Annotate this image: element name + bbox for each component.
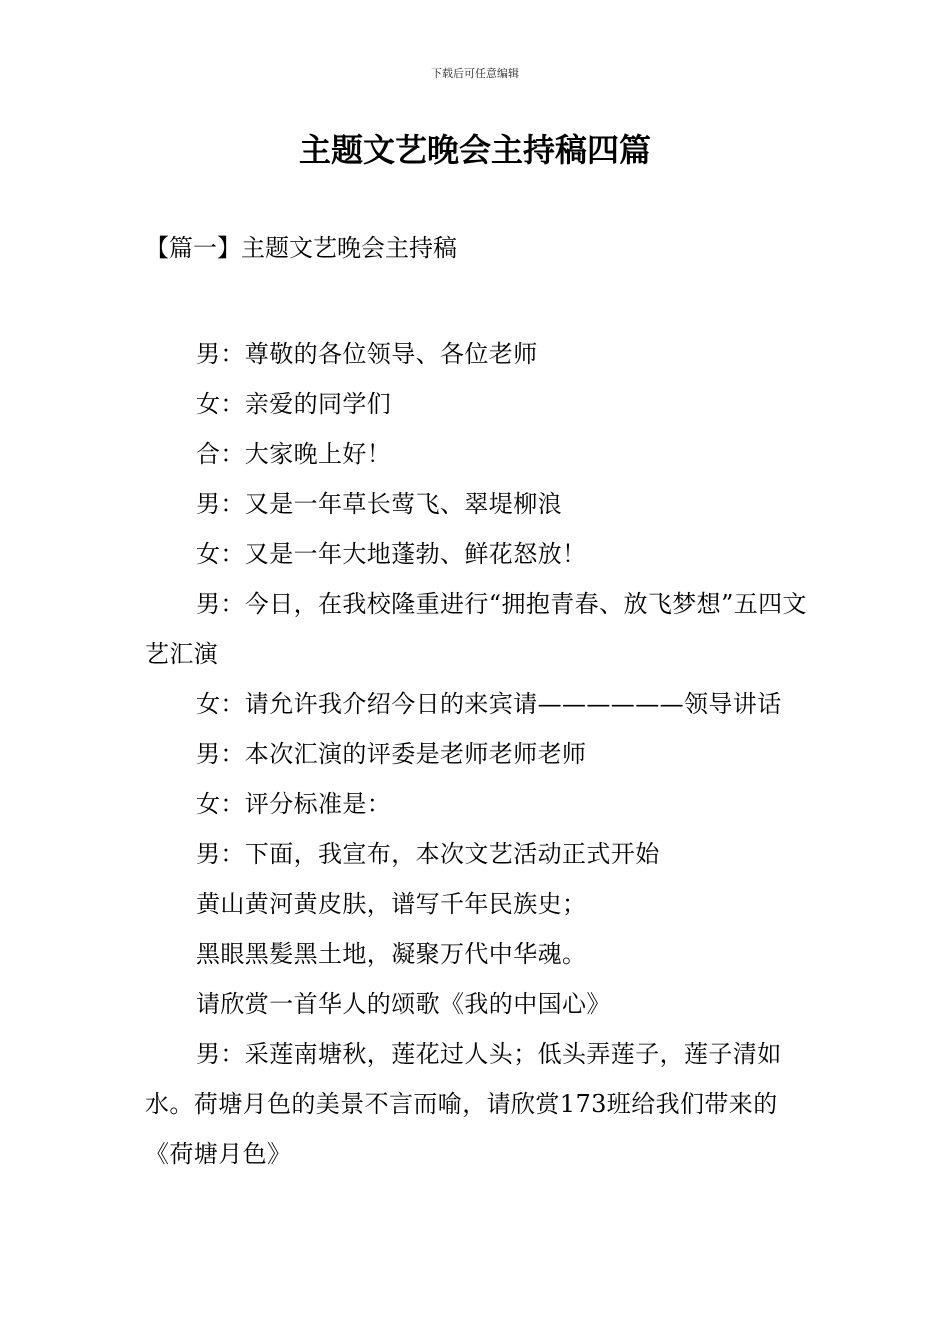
paragraph: 女：评分标准是： bbox=[196, 790, 392, 818]
paragraph: 女：又是一年大地蓬勃、鲜花怒放！ bbox=[196, 540, 587, 568]
paragraph: 男：又是一年草长莺飞、翠堤柳浪 bbox=[196, 490, 562, 518]
document-title: 主题文艺晚会主持稿四篇 bbox=[298, 131, 651, 169]
paragraph: 男：下面，我宣布，本次文艺活动正式开始 bbox=[196, 840, 660, 868]
paragraph: 男：今日，在我校隆重进行“拥抱青春、放飞梦想”五四文艺汇演 bbox=[145, 590, 807, 668]
paragraph: 女：请允许我介绍今日的来宾请——————领导讲话 bbox=[196, 690, 782, 718]
paragraph: 黄山黄河黄皮肤，谱写千年民族史； bbox=[196, 890, 587, 918]
paragraph: 男：本次汇演的评委是老师老师老师 bbox=[196, 740, 587, 768]
paragraph: 男：尊敬的各位领导、各位老师 bbox=[196, 340, 538, 368]
paragraph: 黑眼黑髪黑土地，凝聚万代中华魂。 bbox=[196, 940, 587, 968]
paragraph: 女：亲爱的同学们 bbox=[196, 390, 392, 418]
document-body bbox=[145, 329, 810, 1179]
header-note: 下载后可任意编辑 bbox=[431, 67, 519, 80]
paragraph: 男：采莲南塘秋，莲花过人头；低头弄莲子，莲子清如水。荷塘月色的美景不言而喻，请欣赏173班给我们带来的《荷塘月色》 bbox=[145, 1040, 782, 1168]
paragraph: 合：大家晚上好！ bbox=[196, 440, 392, 468]
paragraph: 请欣赏一首华人的颂歌《我的中国心》 bbox=[196, 990, 611, 1018]
section-heading: 【篇一】主题文艺晚会主持稿 bbox=[145, 234, 457, 262]
